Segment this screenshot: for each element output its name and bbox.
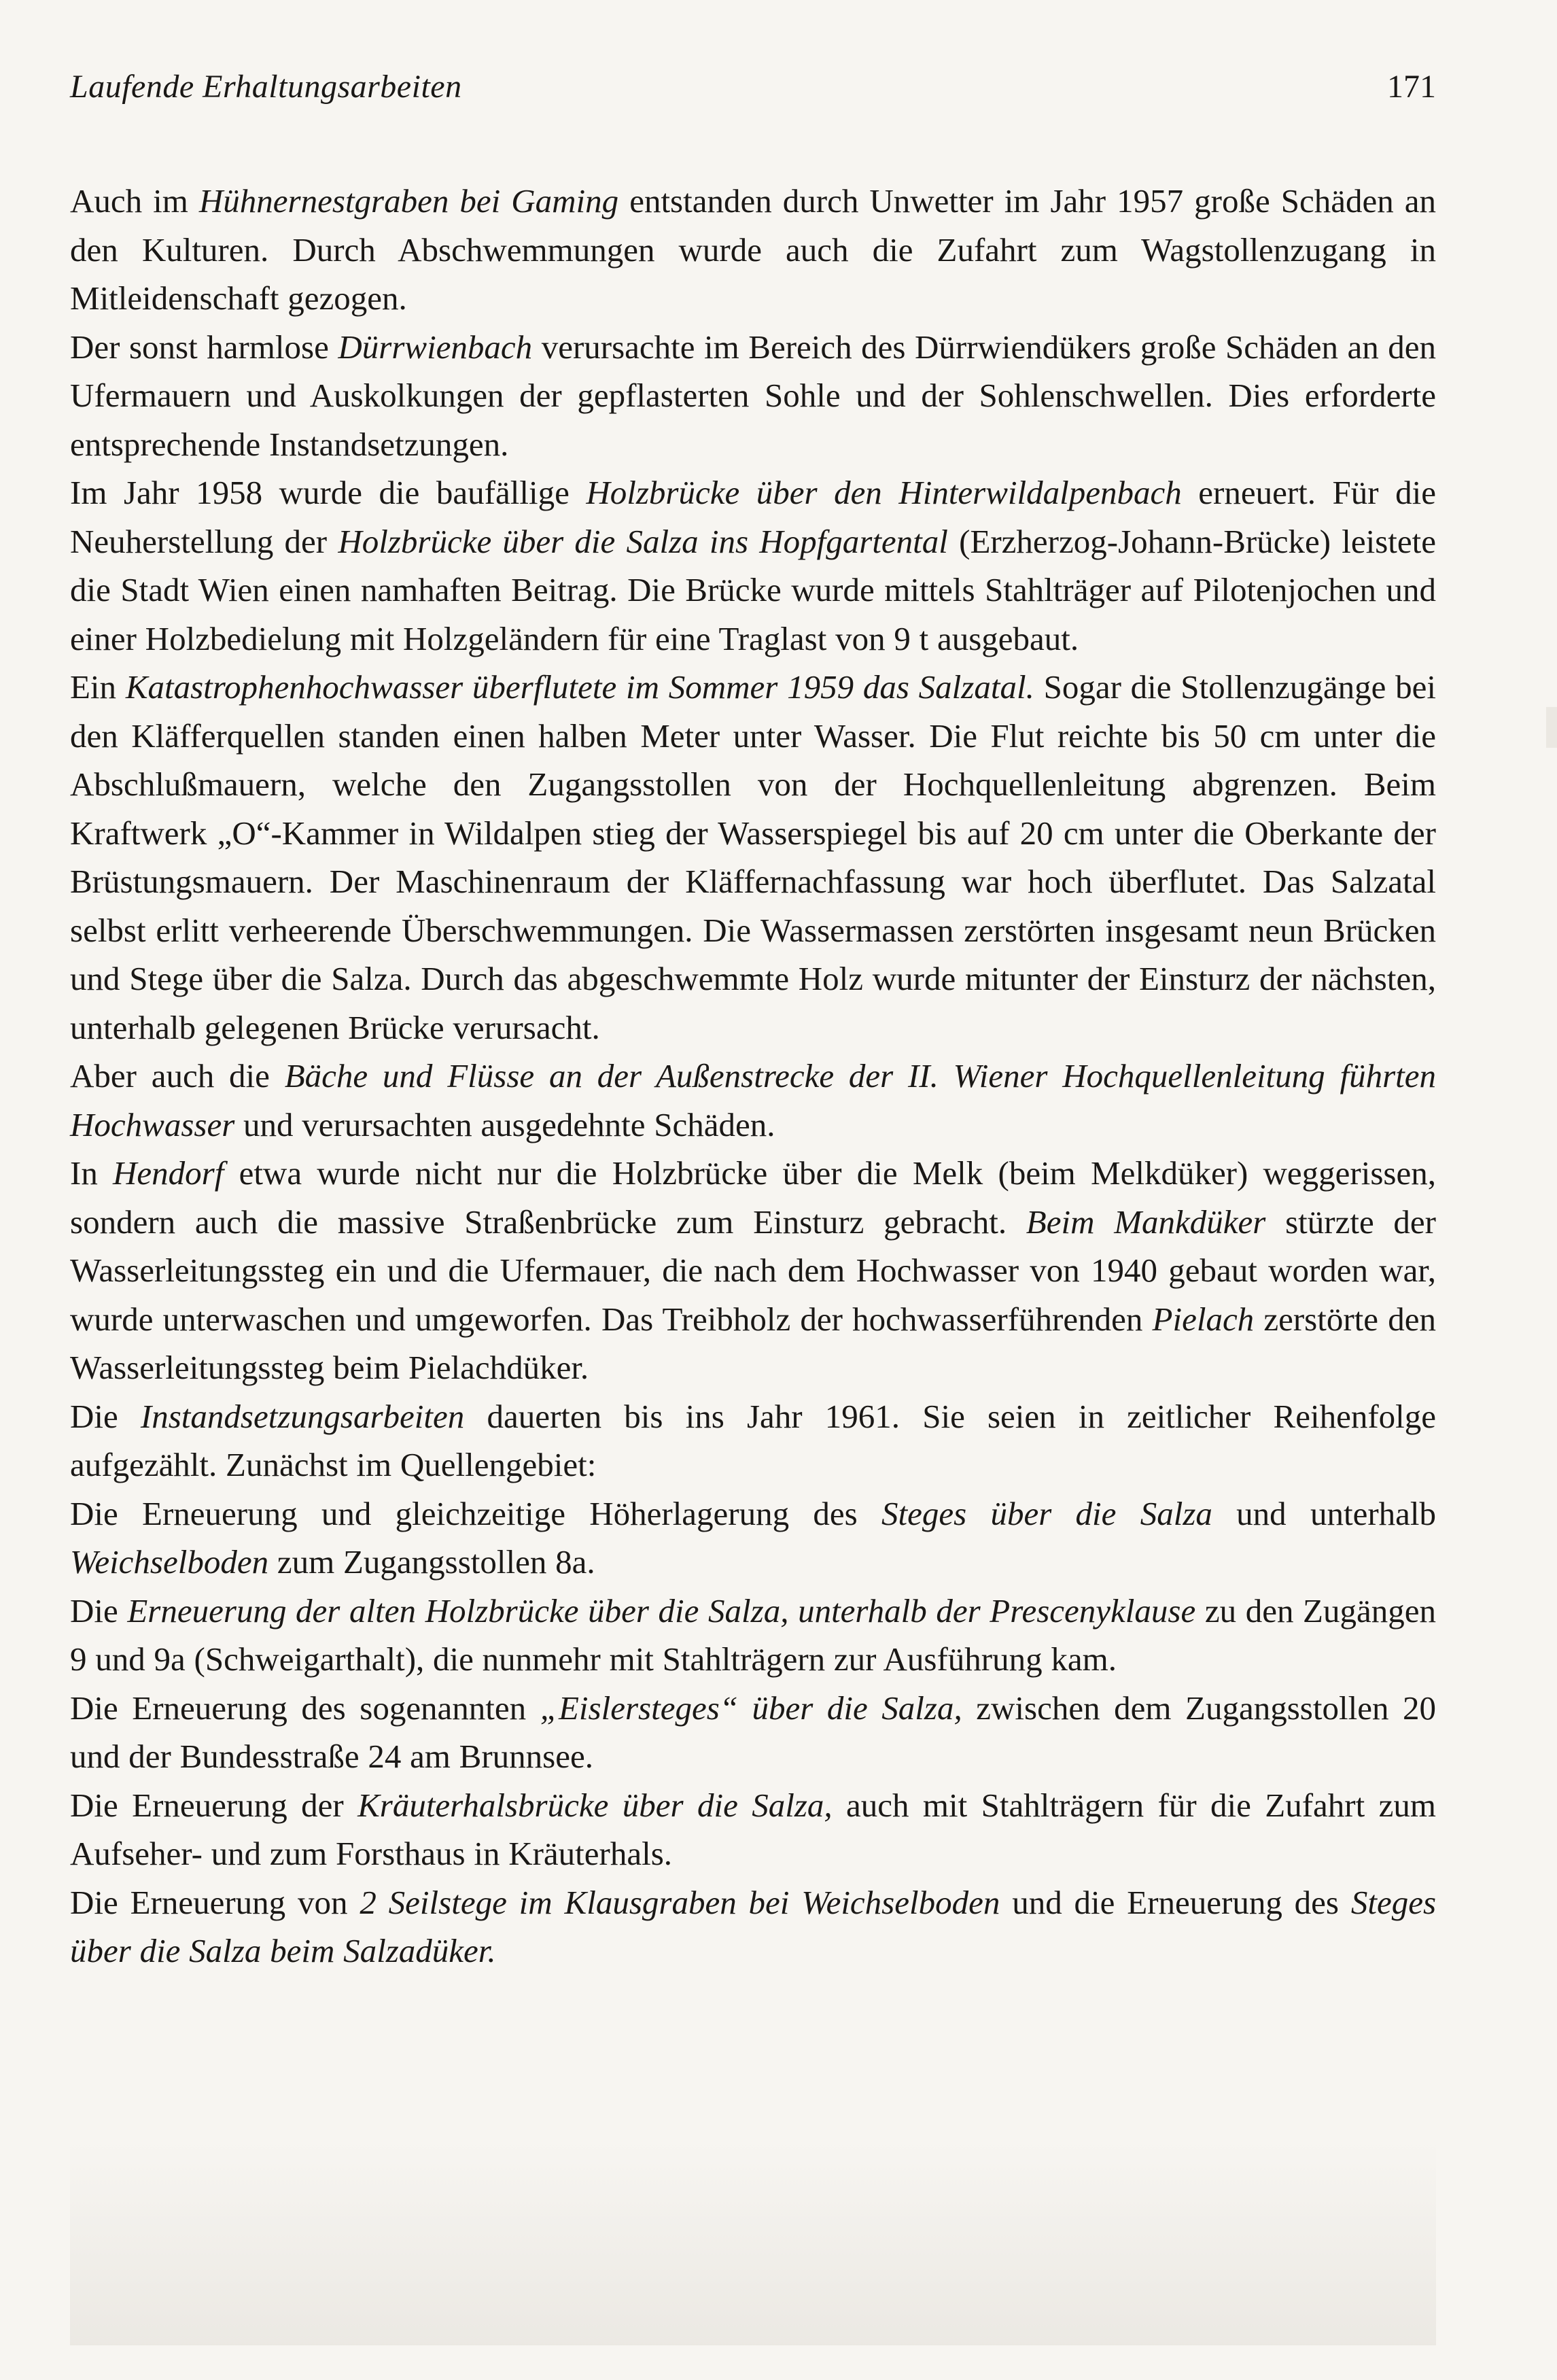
italic-term: Holzbrücke über die Salza ins Hopfgartental [338, 522, 948, 560]
page-header [70, 68, 1436, 122]
italic-term: Instandsetzungsarbeiten [140, 1397, 465, 1435]
text-run: Sogar die Stollenzugänge bei den Kläfferquellen standen einen halben Meter unter Wasser. Die Flut reichte bis 50 cm unter die Abschlußmauern, welche den Zugangsstollen von der Hochquellenleitung abgrenzen. Beim Kraftwerk „O“-Kammer in Wildalpen stieg der Wasserspiegel bis auf 20 cm unter die Oberkante der Brüstungsmauern. Der Maschinenraum der Kläffernachfassung war hoch überflutet. Das Salzatal selbst erlitt verheerende Überschwemmungen. Die Wassermassen zerstörten insgesamt neun Brücken und Stege über die Salza. Durch das abgeschwemmte Holz wurde mitunter der Einsturz der nächsten, unterhalb gelegenen Brücke verursacht. [70, 668, 1436, 1046]
text-run: auch mit Stahlträgern für die Zufahrt zum Aufseher- und zum Forsthaus in Kräuterhals. [70, 1786, 1436, 1872]
italic-term: Dürrwienbach [338, 328, 533, 366]
text-run: Die [70, 1591, 128, 1629]
text-run: erneuert. Für die Neuherstellung der [70, 474, 1436, 560]
text-run: Die Erneuerung der [70, 1786, 358, 1824]
text-run: stürzte der Wasserleitungssteg ein und die Ufermauer, die nach dem Hochwasser von 1940 gebaut worden war, wurde unterwaschen und umgeworfen. Das Treibholz der hochwasserführenden [70, 1203, 1436, 1338]
italic-term: Pielach [1152, 1300, 1255, 1338]
paragraph [70, 1684, 1436, 1781]
text-run: (Erzherzog-Johann-Brücke) leistete die Stadt Wien einen namhaften Beitrag. Die Brücke wurde mittels Stahlträger auf Pilotenjochen und einer Holzbedielung mit Holzgeländern für eine Traglast von 9 t ausgebaut. [70, 522, 1436, 657]
text-run: und die Erneuerung des [1000, 1883, 1351, 1921]
italic-term: Steges über die Salza [881, 1494, 1212, 1532]
paragraph [70, 1149, 1436, 1392]
italic-term: Hühnernestgraben bei Gaming [198, 182, 619, 220]
text-run: Aber auch die [70, 1057, 285, 1094]
italic-term: Bäche und Flüsse an der Außenstrecke der II. Wiener Hochquellenleitung führten Hochwasser [70, 1057, 1437, 1143]
paragraph [70, 1392, 1436, 1489]
page-number: 171 [1387, 69, 1436, 105]
paragraph [70, 1781, 1436, 1878]
paragraph [70, 323, 1436, 469]
text-run: Im Jahr 1958 wurde die baufällige [70, 474, 587, 511]
text-run: und verursachten ausgedehnte Schäden. [234, 1105, 775, 1143]
italic-term: Hendorf [113, 1154, 224, 1192]
italic-term: Katastrophenhochwasser überflutete im Sommer 1959 das Salzatal. [125, 668, 1034, 706]
text-run: Die Erneuerung von [70, 1883, 360, 1921]
text-run: Die [70, 1397, 141, 1435]
paragraph [70, 1878, 1436, 1976]
scan-edge-mark [1546, 707, 1557, 748]
italic-term: Beim Mankdüker [1026, 1203, 1266, 1241]
text-run: entstanden durch Unwetter im Jahr 1957 große Schäden an den Kulturen. Durch Abschwemmungen wurde auch die Zufahrt zum Wagstollenzugang in Mitleidenschaft gezogen. [70, 182, 1436, 317]
paragraph [70, 177, 1436, 323]
text-run: Die Erneuerung des sogenannten [70, 1689, 540, 1727]
body-text [70, 177, 1436, 1976]
text-run: Auch im [70, 182, 199, 220]
paragraph [70, 468, 1436, 663]
italic-term: 2 Seilstege im Klausgraben bei Weichselboden [360, 1883, 1000, 1921]
scan-shading [70, 2141, 1436, 2345]
text-run: zwischen dem Zugangsstollen 20 und der Bundesstraße 24 am Brunnsee. [70, 1689, 1436, 1775]
text-run: und unterhalb [1212, 1494, 1436, 1532]
italic-term: „Eislersteges“ über die Salza, [540, 1689, 962, 1727]
italic-term: Steges über die Salza beim Salzadüker. [70, 1883, 1437, 1969]
italic-term: Kräuterhalsbrücke über die Salza, [357, 1786, 833, 1824]
paragraph [70, 663, 1436, 1052]
paragraph [70, 1052, 1436, 1149]
paragraph [70, 1489, 1436, 1587]
text-run: zum Zugangsstollen 8a. [268, 1543, 595, 1581]
text-run: dauerten bis ins Jahr 1961. Sie seien in zeitlicher Reihenfolge aufgezählt. Zunächst im Quellengebiet: [70, 1397, 1437, 1483]
text-run: In [70, 1154, 113, 1192]
italic-term: Holzbrücke über den Hinterwildalpenbach [586, 474, 1182, 511]
italic-term: Erneuerung der alten Holzbrücke über die Salza, unterhalb der Prescenyklause [127, 1591, 1196, 1629]
text-run: zerstörte den Wasserleitungssteg beim Pielachdüker. [70, 1300, 1436, 1386]
text-run: zu den Zugängen 9 und 9a (Schweigarthalt), die nunmehr mit Stahlträgern zur Ausführung kam. [70, 1591, 1436, 1678]
text-run: Der sonst harmlose [70, 328, 338, 366]
running-title: Laufende Erhaltungsarbeiten [70, 69, 462, 105]
text-run: etwa wurde nicht nur die Holzbrücke über die Melk (beim Melkdüker) weggerissen, sondern auch die massive Straßenbrücke zum Einsturz gebracht. [70, 1154, 1436, 1241]
paragraph [70, 1587, 1436, 1684]
text-run: verursachte im Bereich des Dürrwiendükers große Schäden an den Ufermauern und Auskolkungen der gepflasterten Sohle und der Sohlenschwellen. Dies erforderte entsprechende Instandsetzungen. [70, 328, 1436, 463]
italic-term: Weichselboden [70, 1543, 269, 1581]
text-run: Die Erneuerung und gleichzeitige Höherlagerung des [70, 1494, 881, 1532]
text-run: Ein [70, 668, 126, 706]
